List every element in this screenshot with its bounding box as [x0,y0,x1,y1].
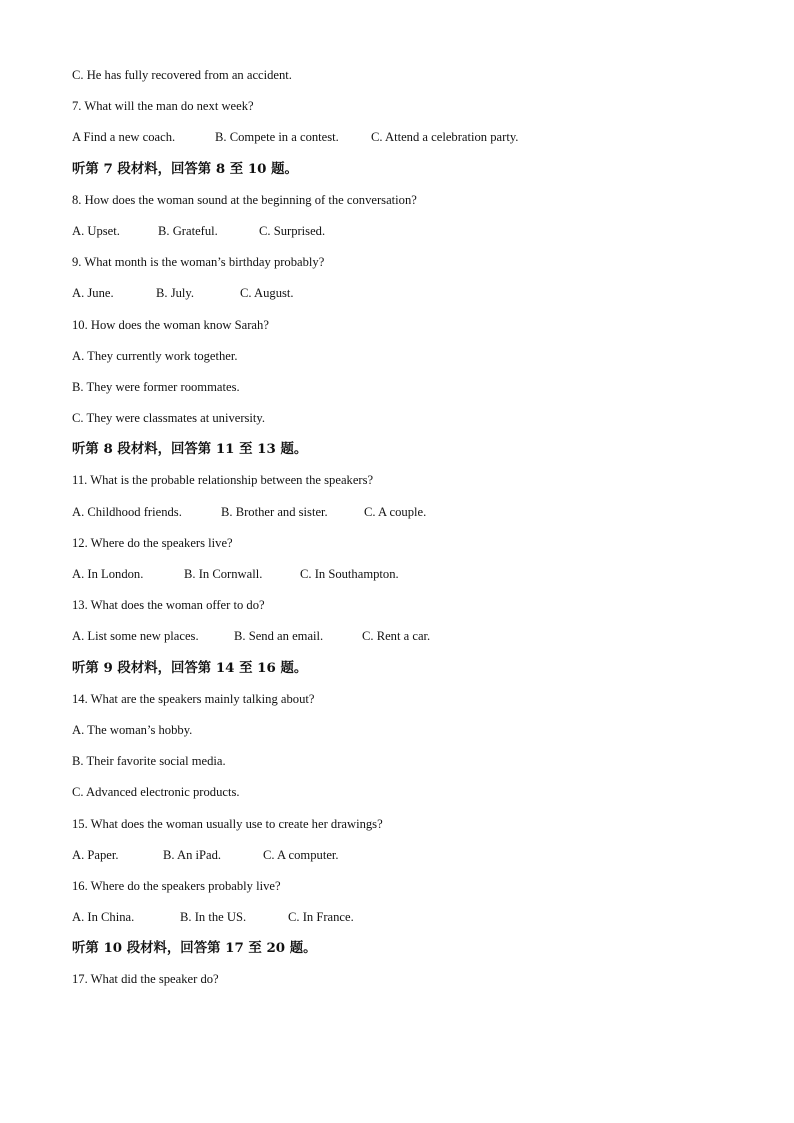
answer-option: C. A couple. [364,504,427,519]
answer-option: C. In Southampton. [300,567,399,581]
question-text: 9. What month is the woman’s birthday probably? [72,255,325,270]
question-text: 14. What are the speakers mainly talking about? [72,691,315,706]
section-heading: 听第 8 段材料，回答第 11 至 13 题。 [72,441,308,458]
answer-option: A. List some new places. [72,629,199,644]
answer-line: C. He has fully recovered from an accident. [72,68,292,82]
answer-option: A Find a new coach. [72,130,176,145]
answer-option: B. Send an email. [234,629,324,644]
answer-option: A. In London. [72,567,144,581]
question-text: 8. How does the woman sound at the beginning of the conversation? [72,192,417,207]
answer-option: B. An iPad. [163,847,222,862]
answer-option: B. Brother and sister. [221,504,328,519]
question-text: 11. What is the probable relationship between the speakers? [72,473,374,488]
question-text: 17. What did the speaker do? [72,972,219,987]
answer-option: A. Childhood friends. [72,504,182,519]
question-text: 7. What will the man do next week? [72,99,254,114]
answer-options [72,626,732,657]
section-heading: 听第 10 段材料，回答第 17 至 20 题。 [72,940,317,957]
answer-options [72,845,732,876]
answer-line: A. The woman’s hobby. [72,722,193,737]
answer-options [72,564,732,595]
answer-option: A. In China. [72,910,135,925]
answer-option: B. In Cornwall. [184,567,263,581]
question-text: 10. How does the woman know Sarah? [72,317,269,332]
answer-line: B. Their favorite social media. [72,754,226,769]
question-text: 15. What does the woman usually use to create her drawings? [72,816,383,831]
answer-options [72,283,732,314]
answer-option: C. Surprised. [259,223,326,238]
answer-option: C. Attend a celebration party. [371,130,519,145]
answer-option: A. Paper. [72,847,119,862]
section-heading: 听第 7 段材料，回答第 8 至 10 题。 [72,160,298,177]
answer-line: A. They currently work together. [72,348,238,363]
answer-options [72,127,732,158]
answer-option: C. In France. [288,910,354,925]
answer-options [72,502,732,533]
answer-line: C. They were classmates at university. [72,411,266,426]
section-heading: 听第 9 段材料，回答第 14 至 16 题。 [72,659,308,676]
answer-option: C. A computer. [263,847,339,862]
answer-option: B. In the US. [180,910,247,925]
answer-line: C. Advanced electronic products. [72,785,240,800]
exam-page [72,65,732,1001]
answer-options [72,907,732,938]
question-text: 13. What does the woman offer to do? [72,598,265,613]
question-text: 12. Where do the speakers live? [72,535,233,550]
answer-line: B. They were former roommates. [72,379,240,394]
answer-option: B. Compete in a contest. [215,130,339,145]
answer-option: C. Rent a car. [362,629,431,644]
answer-options [72,221,732,252]
answer-option: C. August. [240,286,294,301]
question-text: 16. Where do the speakers probably live? [72,878,281,893]
answer-option: A. June. [72,286,114,301]
answer-option: B. Grateful. [158,223,218,238]
answer-option: A. Upset. [72,223,120,238]
answer-option: B. July. [156,286,195,301]
